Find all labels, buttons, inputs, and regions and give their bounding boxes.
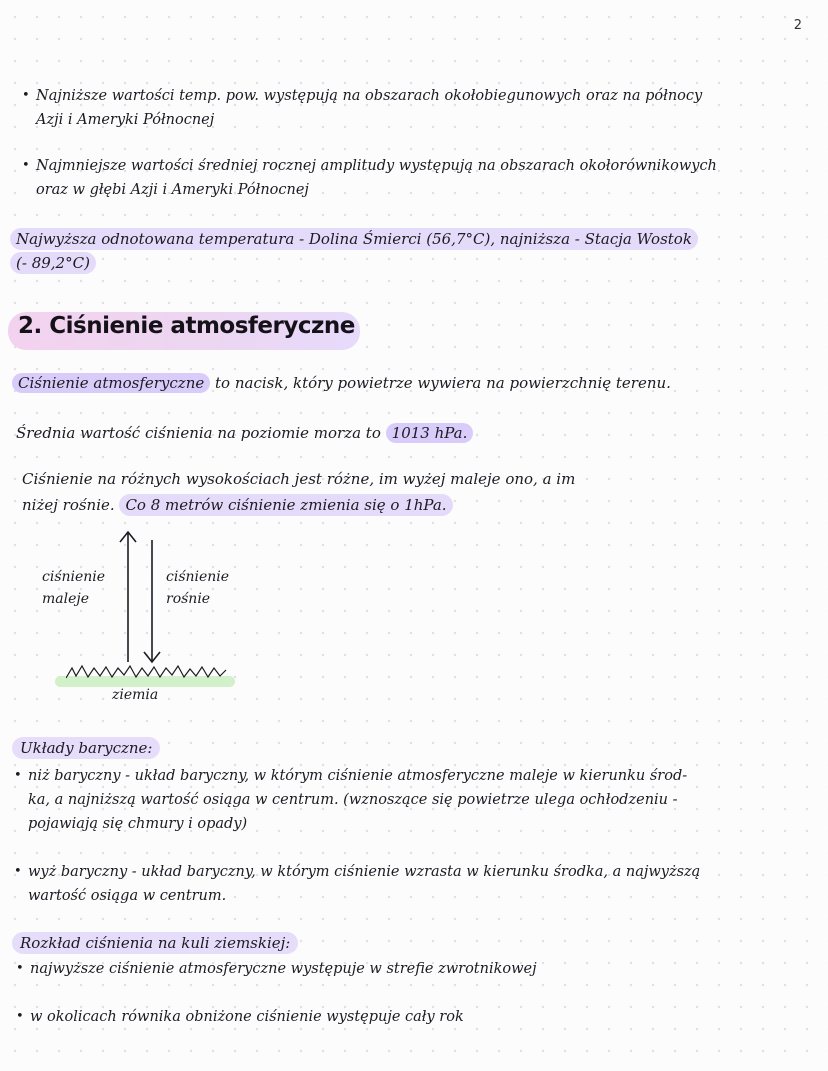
bullet-amplitude <box>22 154 717 202</box>
diagram-label-decreases: ciśnienie maleje <box>42 569 106 607</box>
pressure-definition <box>12 370 671 396</box>
bullet-line: ka, a najniższą wartość osiąga w centrum. (wznoszące się powietrze ulega ochłodzeniu - <box>28 792 678 808</box>
bullet-low-pressure <box>14 764 688 836</box>
section-heading: 2. Ciśnienie atmosferyczne <box>18 313 355 339</box>
bullet-icon: • <box>16 1009 24 1024</box>
bullet-line: wyż baryczny - układ baryczny, w którym ciśnienie wzrasta w kierunku środka, a najwyższą <box>28 864 701 880</box>
bullet-line: Najmniejsze wartości średniej rocznej amplitudy występują na obszarach okołorównikowych <box>36 158 717 174</box>
bullet-icon: • <box>16 961 24 976</box>
mean-pressure-value: 1013 hPa. <box>386 423 474 443</box>
mean-pressure <box>16 420 473 446</box>
arrow-down-icon <box>144 540 160 662</box>
pressure-arrows-diagram <box>110 526 180 672</box>
definition-term: Ciśnienie atmosferyczne <box>12 373 210 393</box>
definition-text: to nacisk, który powietrze wywiera na powierzchnię terenu. <box>215 374 671 392</box>
diagram-label-increases: ciśnienie rośnie <box>166 569 230 607</box>
temperature-extremes-line-1: Najwyższa odnotowana temperatura - Dolina Śmierci (56,7°C), najniższa - Stacja Wostok <box>10 226 698 252</box>
arrow-up-icon <box>120 532 136 662</box>
ground-label: ziemia <box>112 687 159 703</box>
bullet-tropical-high <box>16 957 537 981</box>
mean-pressure-text: Średnia wartość ciśnienia na poziomie morza to <box>16 424 381 442</box>
pressure-distribution-title: Rozkład ciśnienia na kuli ziemskiej: <box>12 930 298 956</box>
bullet-line: pojawiają się chmury i opady) <box>28 816 248 832</box>
altitude-line-1: Ciśnienie na różnych wysokościach jest różne, im wyżej maleje ono, a im <box>22 470 576 488</box>
baric-systems-title: Układy baryczne: <box>12 735 160 761</box>
bullet-line: w okolicach równika obniżone ciśnienie występuje cały rok <box>30 1009 464 1025</box>
bullet-line: niż baryczny - układ baryczny, w którym ciśnienie atmosferyczne maleje w kierunku środ- <box>28 768 688 784</box>
altitude-rule: Co 8 metrów ciśnienie zmienia się o 1hPa. <box>119 494 452 516</box>
bullet-line: oraz w głębi Azji i Ameryki Północnej <box>36 182 309 198</box>
bullet-line: wartość osiąga w centrum. <box>28 888 227 904</box>
bullet-line: najwyższe ciśnienie atmosferyczne występuje w strefie zwrotnikowej <box>30 961 537 977</box>
bullet-lowest-temperatures <box>22 84 703 132</box>
bullet-icon: • <box>14 768 22 783</box>
bullet-equator-low <box>16 1005 464 1029</box>
bullet-icon: • <box>22 88 30 103</box>
bullet-line: Azji i Ameryki Północnej <box>36 112 215 128</box>
bullet-line: Najniższe wartości temp. pow. występują na obszarach okołobiegunowych oraz na północy <box>36 88 703 104</box>
page-number: 2 <box>793 18 802 33</box>
altitude-text: niżej rośnie. <box>22 496 115 514</box>
temperature-extremes-line-2: (- 89,2°C) <box>10 250 96 276</box>
bullet-icon: • <box>14 864 22 879</box>
altitude-line-2 <box>22 492 453 518</box>
bullet-icon: • <box>22 158 30 173</box>
grass-icon <box>66 662 228 682</box>
bullet-high-pressure <box>14 860 701 908</box>
